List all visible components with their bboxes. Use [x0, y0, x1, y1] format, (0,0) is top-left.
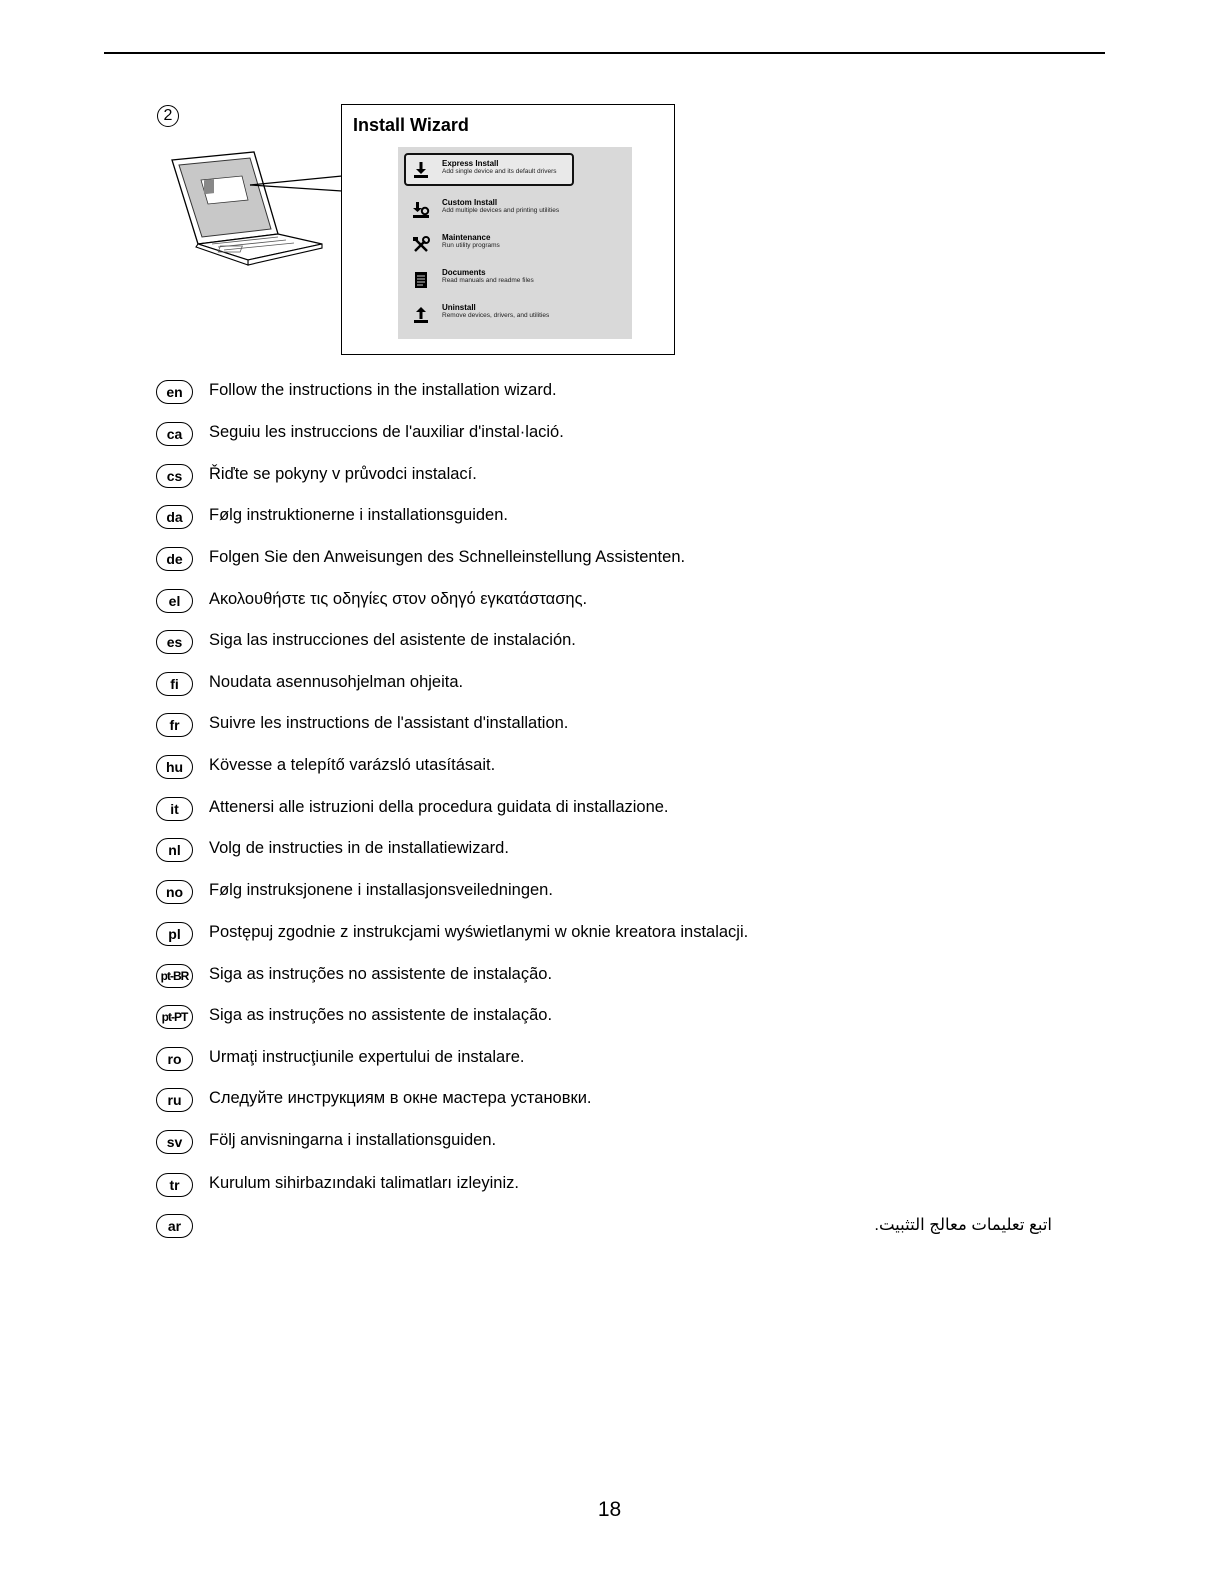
instruction-text: Folgen Sie den Anweisungen des Schnelleinstellung Assistenten.: [209, 548, 686, 566]
maintenance-option[interactable]: Maintenance Run utility programs: [404, 228, 574, 261]
instruction-row-sv: [156, 1130, 1056, 1156]
instruction-text: Kurulum sihirbazındaki talimatları izleyiniz.: [209, 1174, 519, 1192]
language-badge: ar: [156, 1214, 193, 1238]
language-badge: ca: [156, 422, 193, 446]
instruction-text: Siga as instruções no assistente de instalação.: [209, 1006, 553, 1024]
instruction-row-cs: [156, 464, 1056, 490]
instruction-row-en: [156, 380, 1056, 406]
instruction-row-hu: [156, 755, 1056, 781]
wizard-title: Install Wizard: [353, 115, 469, 135]
instruction-row-ro: [156, 1047, 1056, 1073]
instruction-row-de: [156, 547, 1056, 573]
instruction-text: Urmaţi instrucţiunile expertului de instalare.: [209, 1048, 525, 1066]
document-icon: [412, 271, 430, 289]
language-badge: pt-PT: [156, 1005, 193, 1029]
language-badge: tr: [156, 1173, 193, 1197]
uninstall-option[interactable]: Uninstall Remove devices, drivers, and utilities: [404, 298, 574, 331]
language-badge: it: [156, 797, 193, 821]
instruction-row-fr: [156, 713, 1056, 739]
instruction-text: Følg instruksjonene i installasjonsveiledningen.: [209, 881, 553, 899]
language-badge: fr: [156, 713, 193, 737]
instruction-row-el: [156, 589, 1056, 615]
instruction-text: اتبع تعليمات معالج التثبيت.: [874, 1216, 1052, 1234]
language-badge: en: [156, 380, 193, 404]
language-badge: el: [156, 589, 193, 613]
tools-icon: [412, 236, 430, 254]
instruction-row-da: [156, 505, 1056, 531]
step-number: 2: [157, 105, 179, 127]
language-badge: ro: [156, 1047, 193, 1071]
custom-install-option[interactable]: Custom Install Add multiple devices and printing utilities: [404, 193, 574, 226]
wizard-options-panel: [398, 147, 632, 339]
instruction-row-fi: [156, 672, 1056, 698]
instruction-text: Noudata asennusohjelman ohjeita.: [209, 673, 464, 691]
instruction-row-nl: [156, 838, 1056, 864]
language-badge: sv: [156, 1130, 193, 1154]
custom-install-icon: [412, 201, 430, 219]
instruction-text: Следуйте инструкциям в окне мастера установки.: [209, 1089, 592, 1107]
upload-icon: [412, 306, 430, 324]
top-rule: [104, 52, 1105, 54]
download-icon: [412, 161, 430, 179]
instruction-text: Ακολουθήστε τις οδηγίες στον οδηγό εγκατάστασης.: [209, 590, 588, 608]
language-badge: no: [156, 880, 193, 904]
instruction-row-pt-pt: [156, 1005, 1056, 1031]
express-install-option[interactable]: Express Install Add single device and its default drivers: [404, 153, 574, 186]
language-badge: ru: [156, 1088, 193, 1112]
instruction-text: Postępuj zgodnie z instrukcjami wyświetlanymi w oknie kreatora instalacji.: [209, 923, 749, 941]
instruction-row-ar: [156, 1214, 1056, 1240]
page-number: 18: [597, 1498, 622, 1521]
language-badge: cs: [156, 464, 193, 488]
laptop-illustration: [168, 148, 348, 268]
instruction-row-ru: [156, 1088, 1056, 1114]
instruction-row-tr: [156, 1173, 1056, 1199]
instruction-text: Volg de instructies in de installatiewizard.: [209, 839, 509, 857]
instruction-text: Seguiu les instruccions de l'auxiliar d'instal·lació.: [209, 423, 564, 441]
language-badge: es: [156, 630, 193, 654]
instruction-text: Suivre les instructions de l'assistant d'installation.: [209, 714, 569, 732]
instruction-row-es: [156, 630, 1056, 656]
instruction-row-no: [156, 880, 1056, 906]
install-wizard-window: [341, 104, 675, 355]
instruction-row-it: [156, 797, 1056, 823]
language-badge: nl: [156, 838, 193, 862]
language-badge: pt-BR: [156, 964, 193, 988]
instruction-text: Attenersi alle istruzioni della procedura guidata di installazione.: [209, 798, 669, 816]
language-badge: da: [156, 505, 193, 529]
instruction-text: Siga las instrucciones del asistente de instalación.: [209, 631, 576, 649]
instruction-row-ca: [156, 422, 1056, 448]
language-badge: fi: [156, 672, 193, 696]
instruction-row-pl: [156, 922, 1056, 948]
language-badge: de: [156, 547, 193, 571]
language-badge: pl: [156, 922, 193, 946]
instruction-text: Siga as instruções no assistente de instalação.: [209, 965, 553, 983]
instruction-text: Řiďte se pokyny v průvodci instalací.: [209, 465, 477, 483]
instruction-text: Følg instruktionerne i installationsguiden.: [209, 506, 508, 524]
instruction-text: Följ anvisningarna i installationsguiden.: [209, 1131, 497, 1149]
instruction-row-pt-br: [156, 964, 1056, 990]
documents-option[interactable]: Documents Read manuals and readme files: [404, 263, 574, 296]
language-badge: hu: [156, 755, 193, 779]
instruction-text: Kövesse a telepítő varázsló utasításait.: [209, 756, 496, 774]
instruction-text: Follow the instructions in the installation wizard.: [209, 381, 557, 399]
